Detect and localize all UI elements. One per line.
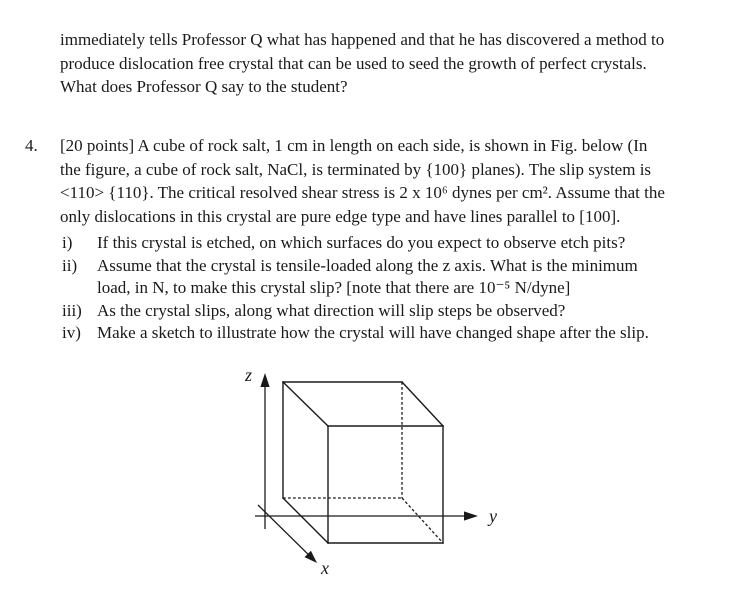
- text-line: <110> {110}. The critical resolved shear stress is 2 x 10⁶ dynes per cm². Assume that the: [60, 183, 665, 202]
- y-axis-arrowhead: [464, 511, 478, 520]
- text-line: produce dislocation free crystal that can be used to seed the growth of perfect crystals.: [60, 53, 647, 73]
- subquestion-i: [62, 232, 649, 255]
- text-line: Make a sketch to illustrate how the crystal will have changed shape after the slip.: [97, 323, 649, 343]
- text-line: load, in N, to make this crystal slip? [note that there are 10⁻⁵ N/dyne]: [97, 278, 571, 298]
- text-line: What does Professor Q say to the student?: [60, 77, 348, 96]
- subquestion-iv: [62, 322, 649, 345]
- cube-solid-edges: [283, 382, 443, 543]
- text-line: only dislocations in this crystal are pure edge type and have lines parallel to [100].: [60, 206, 621, 226]
- x-axis: [258, 505, 308, 554]
- subquestion-text: [97, 255, 638, 300]
- cube-edge-top-left-diagonal: [283, 382, 328, 426]
- text-line: As the crystal slips, along what direction will slip steps be observed?: [97, 300, 566, 320]
- subquestion-iii: [62, 300, 649, 323]
- problem-number: 4.: [25, 136, 38, 155]
- text-line: Assume that the crystal is tensile-loaded along the z axis. What is the minimum: [97, 255, 638, 275]
- z-axis-label: z: [245, 365, 253, 385]
- subquestion-text: [97, 322, 649, 345]
- subquestions-list: [62, 232, 649, 345]
- text-line: immediately tells Professor Q what has happened and that he has discovered a method to: [60, 30, 665, 49]
- coordinate-axes: [255, 373, 478, 563]
- subquestion-marker: i): [62, 233, 73, 252]
- intro-paragraph: [60, 28, 664, 99]
- subquestion-marker: iv): [62, 323, 81, 343]
- cube-edge-top-right-diagonal: [402, 382, 443, 426]
- x-axis-label: x: [321, 558, 329, 578]
- figure-cube-axes: [240, 362, 520, 602]
- subquestion-marker: iii): [62, 300, 82, 320]
- subquestion-text: [97, 232, 625, 255]
- subquestion-text: [97, 300, 565, 323]
- z-axis-arrowhead: [260, 373, 269, 387]
- cube-edge-bottom-right-diagonal: [402, 498, 443, 543]
- problem-statement: [60, 134, 665, 228]
- text-line: the figure, a cube of rock salt, NaCl, is terminated by {100} planes). The slip system is: [60, 159, 652, 179]
- text-line: If this crystal is etched, on which surfaces do you expect to observe etch pits?: [97, 233, 626, 252]
- text-line: [20 points] A cube of rock salt, 1 cm in length on each side, is shown in Fig. below (In: [60, 136, 648, 155]
- subquestion-marker: ii): [62, 255, 78, 275]
- subquestion-ii: [62, 255, 649, 300]
- y-axis-label: y: [489, 506, 497, 526]
